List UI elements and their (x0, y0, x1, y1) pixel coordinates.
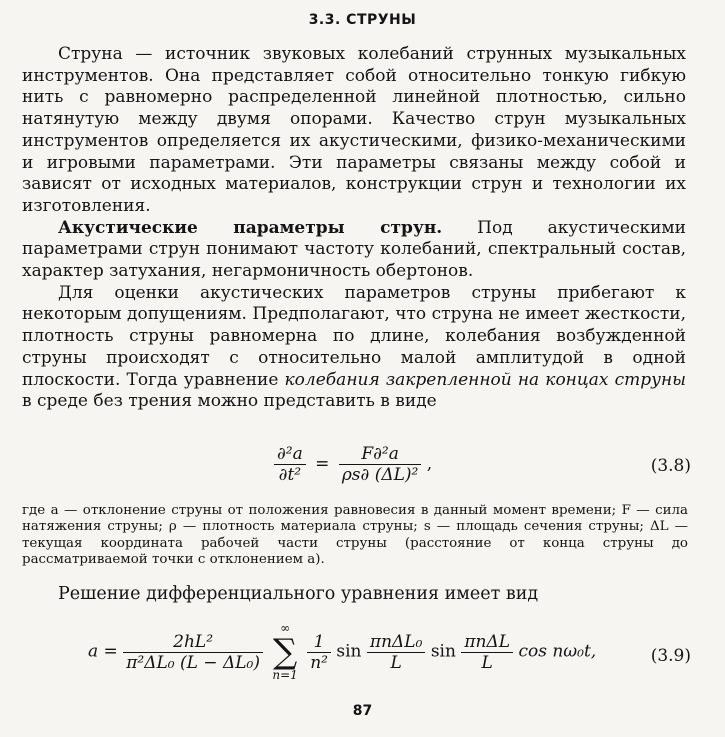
paragraph-3-italic: колебания закрепленной на концах струны (284, 369, 686, 390)
section-heading: 3.3. СТРУНЫ (308, 12, 417, 28)
book-page: 3.3. СТРУНЫ Струна — источник звуковых колебаний струнных музыкальных инструментов. Она представляет собой относительно тонкую гибкую нить с равномерно распределенной линейной плотностью, сильно натянутую между двумя опорами. Качество струн музыкальных инструментов определяется их акустическими, физико-механическими и игровыми параметрами. Эти параметры связаны между собой и зависят от исходных материалов, конструкции струн и технологии их изготовления. Акустические параметры струн. Под акустическими параметрами струн понимают частоту колебаний, спектральный состав, характер затухания, негармоничность обертонов. Для оценки акустических параметров струны прибегают к некоторым допущениям. Предполагают, что струна не имеет жесткости, плотность струны равномерна по длине, колебания возбужденной струны происходят с относительно малой амплитудой в одной плоскости. Тогда уравнение колебания закрепленной на концах струны в среде без трения можно представить в виде $\frac{\text{∂²a}}{\text{∂t²}}$ = $\frac{\text{F∂²a}}{\text{ρs∂ (ΔL)²}}$ , (3.8) где a — отклонение струны от положения равновесия в данный момент времени; F — сила натяжения струны; ρ — плотность материала струны; s — площадь сечения струны; ΔL — текущая координата рабочей части струны (расстояние от конца струны до рассматриваемой точки с отклонением a). Решение дифференциального уравнения имеет вид a = $\frac{\text{2hL²}}{\text{π²ΔL₀ (L − ΔL₀)}}$ ∞ ∑ n=1 $\frac{1}{\text{n²}}$ sin $\frac{\text{πnΔL₀}}{L}$ sin $\frac{\text{πnΔL}}{L}$ cos nω₀t, (3.9) 87 (0, 0, 725, 737)
paragraph-3-start: Для оценки акустических параметров струны прибегают к некоторым допущениям. Предполагают, что струна не имеет жесткости, плотность струны равномерна по длине, колебания возбужденной струны происходят с относительно малой амплитудой в одной плоскости. Тогда уравнение (22, 282, 686, 390)
main-text (22, 44, 686, 413)
eq39-coefficient: $\frac{\text{2hL²}}{\text{π²ΔL₀ (L − ΔL₀)}}$ (123, 632, 263, 673)
eq38-rhs-fraction: $\frac{\text{F∂²a}}{\text{ρs∂ (ΔL)²}}$ (339, 444, 422, 485)
equation-3-9-label: (3.9) (650, 646, 691, 666)
solution-intro: Решение дифференциального уравнения имеет вид (58, 584, 539, 604)
paragraph-2-rest: Под акустическими параметрами струн понимают частоту колебаний, спектральный состав, характер затухания, негармоничность обертонов. (22, 217, 686, 282)
eq39-sin-arg-2: $\frac{\text{πnΔL}}{L}$ (461, 632, 513, 673)
eq39-term: $\frac{1}{\text{n²}}$ (307, 632, 331, 673)
paragraph-2-bold-lead: Акустические параметры струн. (58, 217, 443, 238)
paragraph-1: Струна — источник звуковых колебаний струнных музыкальных инструментов. Она представляет собой относительно тонкую гибкую нить с равномерно распределенной линейной плотностью, сильно натянутую между двумя опорами. Качество струн музыкальных инструментов определяется их акустическими, физико-механическими и игровыми параметрами. Эти параметры связаны между собой и зависят от исходных материалов, конструкции струн и технологии их изготовления. (22, 44, 686, 216)
equation-3-8-label: (3.8) (650, 456, 691, 476)
paragraph-3 (22, 283, 686, 413)
paragraph-3-end: в среде без трения можно представить в виде (22, 391, 437, 412)
paragraph-2 (22, 218, 686, 283)
eq39-sin-arg-1: $\frac{\text{πnΔL₀}}{L}$ (367, 632, 426, 673)
eq38-lhs-fraction: $\frac{\text{∂²a}}{\text{∂t²}}$ (274, 444, 306, 485)
definitions-text: где a — отклонение струны от положения равновесия в данный момент времени; F — сила натяжения струны; ρ — плотность материала струны; s — площадь сечения струны; ΔL — текущая координата рабочей части струны (расстояние от конца струны до рассматриваемой точки с отклонением a). (22, 503, 688, 568)
summation-sign: ∞ ∑ n=1 (272, 621, 298, 682)
page-number: 87 (352, 703, 373, 719)
